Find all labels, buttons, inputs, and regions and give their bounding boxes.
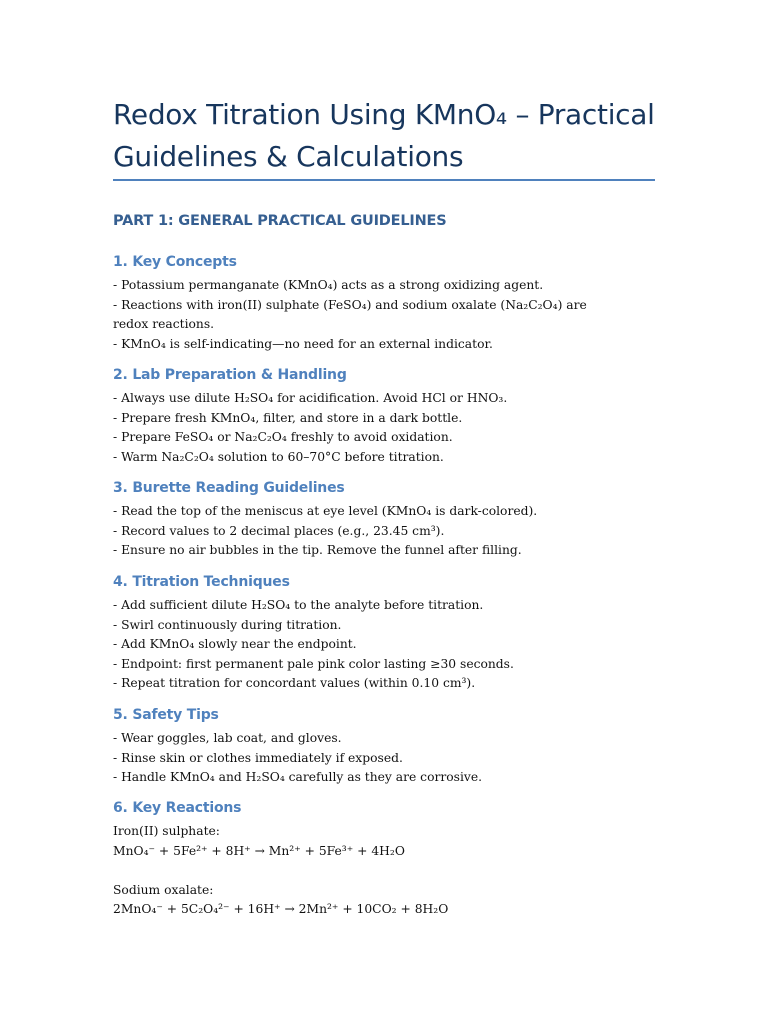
section-heading: 4. Titration Techniques xyxy=(113,574,290,590)
text-line: - Record values to 2 decimal places (e.g., 23.45 cm³). xyxy=(113,523,445,538)
text-line: - Prepare fresh KMnO₄, filter, and store in a dark bottle. xyxy=(113,410,463,425)
text-line: - Swirl continuously during titration. xyxy=(113,617,342,632)
text-line: - Warm Na₂C₂O₄ solution to 60–70°C before titration. xyxy=(113,449,444,464)
reaction-label: Sodium oxalate: xyxy=(113,882,214,897)
section-heading: 5. Safety Tips xyxy=(113,707,219,723)
section-safety-tips xyxy=(113,705,673,788)
reaction-equation: MnO₄⁻ + 5Fe²⁺ + 8H⁺ → Mn²⁺ + 5Fe³⁺ + 4H₂O xyxy=(113,843,405,858)
part-heading: PART 1: GENERAL PRACTICAL GUIDELINES xyxy=(113,213,447,229)
text-line: - Ensure no air bubbles in the tip. Remove the funnel after filling. xyxy=(113,543,522,557)
text-line: - Wear goggles, lab coat, and gloves. xyxy=(113,731,342,745)
text-line: - Read the top of the meniscus at eye level (KMnO₄ is dark-colored). xyxy=(113,504,538,518)
reaction-equation: 2MnO₄⁻ + 5C₂O₄²⁻ + 16H⁺ → 2Mn²⁺ + 10CO₂ + 8H₂O xyxy=(113,902,449,916)
text-line: - Repeat titration for concordant values (within 0.10 cm³). xyxy=(113,676,476,690)
blank-line xyxy=(113,861,673,881)
text-line: - Endpoint: first permanent pale pink color lasting ≥30 seconds. xyxy=(113,656,514,671)
text-line: - Rinse skin or clothes immediately if exposed. xyxy=(113,750,403,765)
document-title: Redox Titration Using KMnO₄ – Practical Guidelines & Calculations xyxy=(113,98,655,173)
text-line: - Add sufficient dilute H₂SO₄ to the analyte before titration. xyxy=(113,598,484,612)
section-key-concepts xyxy=(113,252,673,354)
section-titration-techniques xyxy=(113,572,673,694)
text-line: - Prepare FeSO₄ or Na₂C₂O₄ freshly to avoid oxidation. xyxy=(113,430,453,444)
text-line: - Always use dilute H₂SO₄ for acidification. Avoid HCl or HNO₃. xyxy=(113,391,508,405)
section-lab-preparation xyxy=(113,365,673,467)
text-line: - Handle KMnO₄ and H₂SO₄ carefully as they are corrosive. xyxy=(113,770,483,784)
text-line: - Reactions with iron(II) sulphate (FeSO₄) and sodium oxalate (Na₂C₂O₄) are redox reactions. xyxy=(113,297,587,331)
section-burette-reading xyxy=(113,478,673,561)
section-heading: 3. Burette Reading Guidelines xyxy=(113,480,345,496)
section-key-reactions xyxy=(113,798,673,920)
title-underline xyxy=(113,179,655,181)
text-line: - Potassium permanganate (KMnO₄) acts as a strong oxidizing agent. xyxy=(113,278,544,292)
text-line: - Add KMnO₄ slowly near the endpoint. xyxy=(113,637,357,651)
text-line: - KMnO₄ is self-indicating—no need for an external indicator. xyxy=(113,336,493,351)
section-heading: 2. Lab Preparation & Handling xyxy=(113,367,347,383)
section-heading: 1. Key Concepts xyxy=(113,254,237,270)
section-heading: 6. Key Reactions xyxy=(113,800,242,816)
reaction-label: Iron(II) sulphate: xyxy=(113,824,220,838)
